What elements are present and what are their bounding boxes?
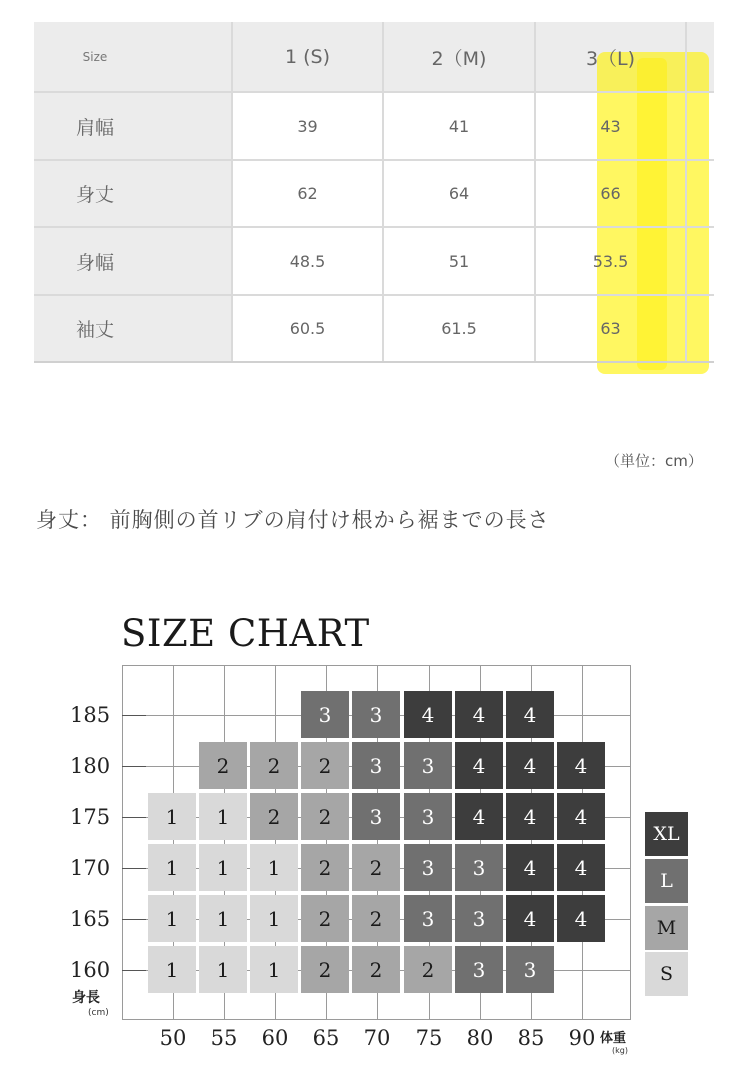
y-axis-label: 身長: [72, 990, 100, 1006]
size-table: [34, 22, 714, 363]
size-column-header: Size: [82, 50, 108, 64]
size-cell: 3: [404, 844, 452, 891]
table-cell: 48.5: [289, 251, 326, 271]
size-cell: 3: [455, 844, 503, 891]
x-axis-label: 体重: [600, 1031, 627, 1046]
size-cell: 1: [148, 844, 196, 891]
table-cell: 60.5: [289, 319, 326, 338]
size-cell: 1: [199, 946, 247, 993]
row-label-width: 身幅: [75, 251, 114, 274]
size-cell: 3: [404, 895, 452, 942]
size-cell: 2: [352, 844, 400, 891]
size-cell: 4: [557, 844, 605, 891]
y-tick-label: 180: [70, 754, 111, 778]
size-cell: 2: [301, 793, 349, 840]
legend-item-xl: XL: [645, 812, 688, 856]
table-cell: 43: [600, 116, 621, 136]
legend-item-m: M: [645, 906, 688, 950]
table-cell: 63: [600, 319, 621, 338]
table-cell: 66: [600, 184, 621, 203]
size-cell: 1: [250, 946, 298, 993]
size-cell: 2: [352, 946, 400, 993]
size-cell: 4: [506, 844, 554, 891]
size-cell: 2: [404, 946, 452, 993]
size-cell: 4: [557, 895, 605, 942]
size-cell: 3: [455, 946, 503, 993]
size-cell: 2: [301, 844, 349, 891]
size-cell: 4: [506, 742, 554, 789]
y-tick-label: 160: [70, 958, 111, 982]
size-cell: 1: [199, 844, 247, 891]
size-cell: 4: [506, 793, 554, 840]
size-chart-title: SIZE CHART: [121, 612, 370, 655]
y-tick-mark: [122, 919, 146, 920]
y-tick-label: 175: [70, 805, 111, 829]
y-axis-unit: (cm): [88, 1008, 109, 1018]
x-tick-label: 60: [261, 1026, 289, 1050]
size-cell: 3: [352, 691, 400, 738]
size-cell: 4: [557, 742, 605, 789]
x-tick-label: 55: [210, 1026, 238, 1050]
size-cell: 4: [455, 793, 503, 840]
size-cell: 2: [199, 742, 247, 789]
y-tick-mark: [122, 715, 146, 716]
x-tick-label: 70: [363, 1026, 391, 1050]
y-tick-label: 170: [70, 856, 111, 880]
x-axis-unit: (kg): [612, 1046, 628, 1055]
size-cell: 1: [250, 844, 298, 891]
size-cell: 2: [250, 742, 298, 789]
row-label-sleeve: 袖丈: [75, 319, 114, 341]
size-cell: 3: [404, 793, 452, 840]
size-header-m: 2（M): [431, 47, 487, 70]
legend-item-l: L: [645, 859, 688, 903]
length-definition-note: 身丈： 前胸側の首リブの肩付け根から裾までの長さ: [36, 508, 550, 532]
grid-line: [582, 665, 583, 1020]
size-cell: 1: [148, 793, 196, 840]
y-tick-label: 185: [70, 703, 111, 727]
x-tick-label: 50: [159, 1026, 187, 1050]
size-cell: 4: [506, 895, 554, 942]
x-tick-label: 85: [517, 1026, 545, 1050]
size-cell: 3: [301, 691, 349, 738]
y-tick-mark: [122, 970, 146, 971]
table-cell: 61.5: [441, 319, 477, 338]
legend-item-s: S: [645, 952, 688, 996]
x-tick-label: 65: [312, 1026, 340, 1050]
unit-note: （単位：cm）: [605, 452, 703, 470]
size-cell: 1: [199, 793, 247, 840]
size-cell: 1: [250, 895, 298, 942]
table-cell: 41: [448, 116, 470, 136]
x-tick-label: 90: [568, 1026, 596, 1050]
size-cell: 4: [557, 793, 605, 840]
row-label-shoulder: 肩幅: [75, 116, 114, 139]
x-tick-label: 80: [466, 1026, 494, 1050]
size-cell: 3: [506, 946, 554, 993]
table-cell: 62: [297, 184, 318, 203]
size-cell: 2: [301, 946, 349, 993]
y-tick-mark: [122, 868, 146, 869]
size-cell: 4: [455, 742, 503, 789]
size-cell: 2: [301, 742, 349, 789]
size-cell: 1: [199, 895, 247, 942]
size-header-s: 1 (S): [284, 46, 330, 68]
table-cell: 51: [448, 251, 470, 271]
table-cell: 64: [448, 184, 470, 203]
size-cell: 2: [301, 895, 349, 942]
size-cell: 4: [455, 691, 503, 738]
size-header-l: 3（L): [585, 47, 636, 70]
y-tick-label: 165: [70, 907, 111, 931]
size-cell: 1: [148, 946, 196, 993]
size-cell: 2: [352, 895, 400, 942]
table-divider: [685, 22, 687, 363]
size-cell: 2: [250, 793, 298, 840]
size-cell: 3: [352, 793, 400, 840]
y-tick-mark: [122, 817, 146, 818]
size-cell: 3: [455, 895, 503, 942]
size-cell: 4: [404, 691, 452, 738]
size-cell: 3: [404, 742, 452, 789]
size-cell: 4: [506, 691, 554, 738]
x-tick-label: 75: [415, 1026, 443, 1050]
table-bottom-border: [34, 361, 714, 363]
table-cell: 39: [297, 116, 318, 136]
y-tick-mark: [122, 766, 146, 767]
size-cell: 1: [148, 895, 196, 942]
row-label-length: 身丈: [75, 184, 114, 206]
size-cell: 3: [352, 742, 400, 789]
table-cell: 53.5: [592, 251, 629, 271]
